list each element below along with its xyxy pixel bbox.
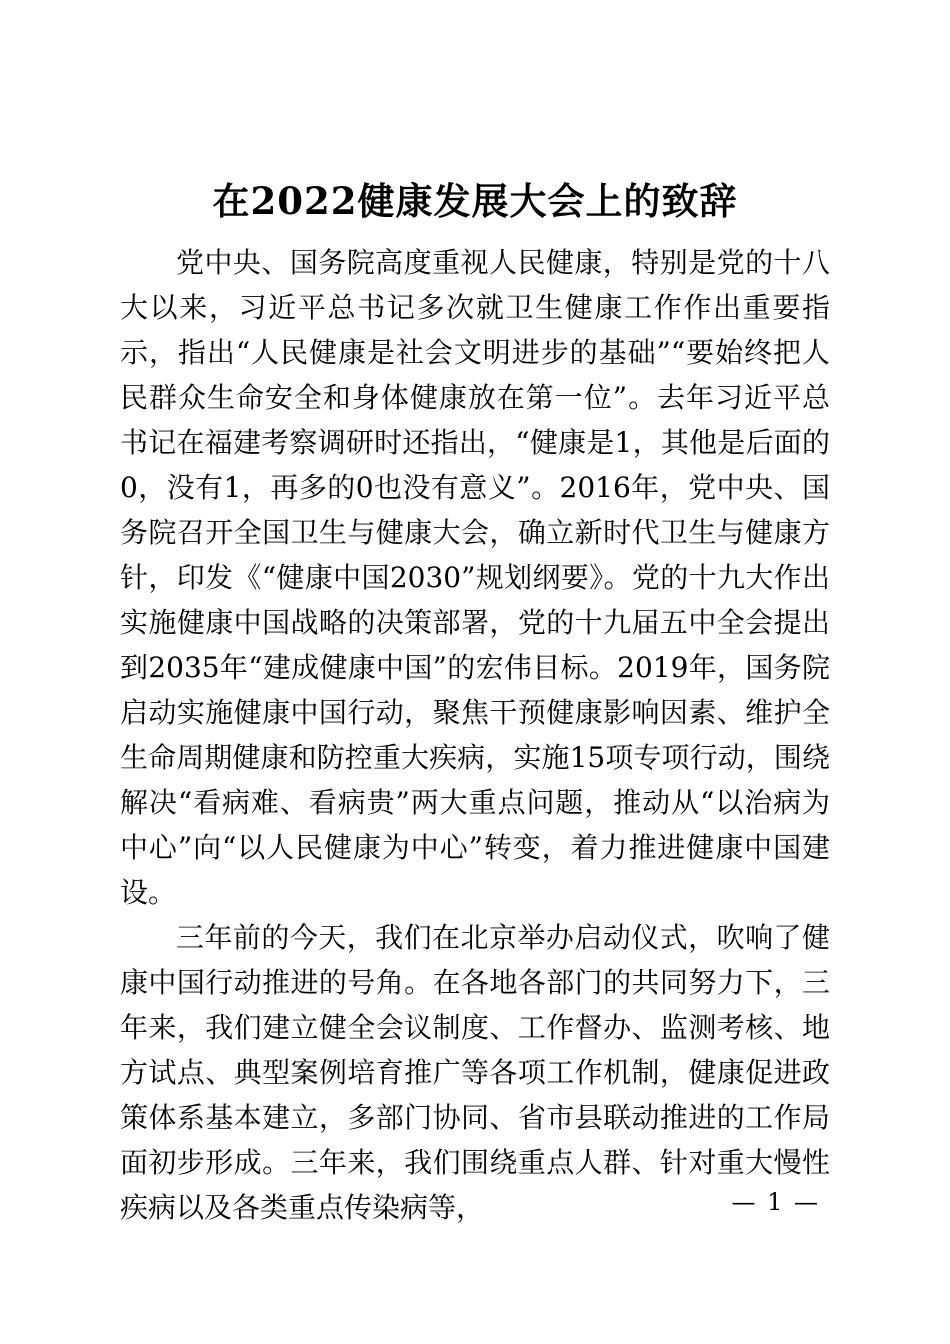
paragraph-2: 三年前的今天，我们在北京举办启动仪式，吹响了健康中国行动推进的号角。在各地各部门的共同努力下，三年来，我们建立健全会议制度、工作督办、监测考核、地方试点、典型案例培育推广等各项工作机制，健康促进政策体系基本建立，多部门协同、省市县联动推进的工作局面初步形成。三年来，我们围绕重点人群、针对重大慢性疾病以及各类重点传染病等， — [120, 921, 830, 1224]
document-body — [120, 240, 830, 1230]
paragraph-1: 党中央、国务院高度重视人民健康，特别是党的十八大以来，习近平总书记多次就卫生健康工作作出重要指示，指出“人民健康是社会文明进步的基础”“要始终把人民群众生命安全和身体健康放在第一位”。去年习近平总书记在福建考察调研时还指出，“健康是1，其他是后面的0，没有1，再多的0也没有意义”。2016年，党中央、国务院召开全国卫生与健康大会，确立新时代卫生与健康方针，印发《“健康中国2030”规划纲要》。党的十九大作出实施健康中国战略的决策部署，党的十九届五中全会提出到2035年“建成健康中国”的宏伟目标。2019年，国务院启动实施健康中国行动，聚焦干预健康影响因素、维护全生命周期健康和防控重大疾病，实施15项专项行动，围绕解决“看病难、看病贵”两大重点问题，推动从“以治病为中心”向“以人民健康为中心”转变，着力推进健康中国建设。 — [120, 246, 830, 909]
document-title: 在2022健康发展大会上的致辞 — [212, 179, 738, 223]
page-number: — 1 — — [731, 1188, 820, 1216]
